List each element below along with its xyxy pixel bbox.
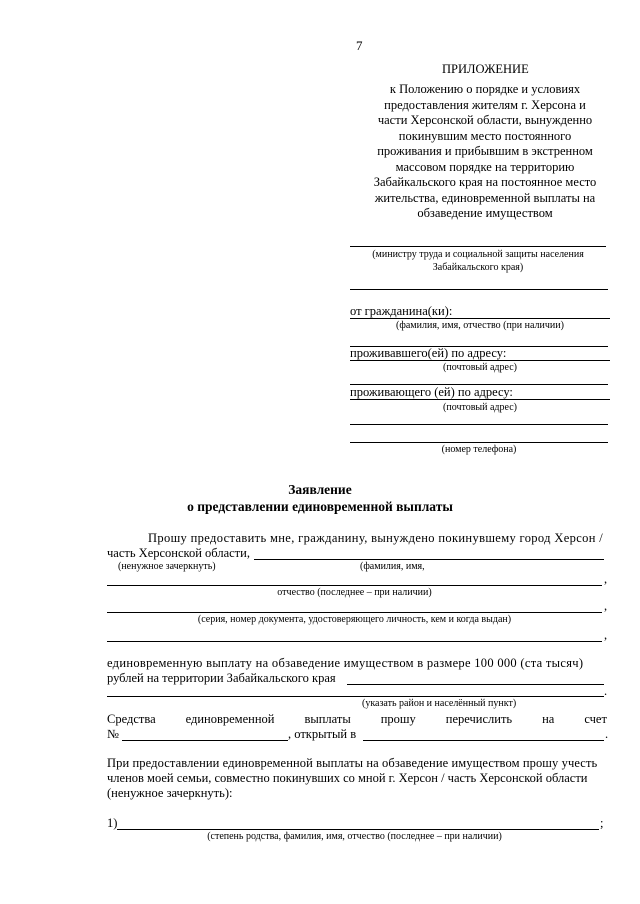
semicolon: ; — [600, 816, 604, 830]
appendix-line: проживания и прибывшим в экстренном — [377, 144, 593, 158]
resided-line[interactable] — [350, 360, 610, 361]
residing-label: проживающего (ей) по адресу: — [350, 385, 513, 399]
account-field-line[interactable] — [122, 740, 288, 741]
family-line-2: членов моей семьи, совместно покинувших со мной г. Херсон / часть Херсонской области — [107, 771, 588, 785]
document-field-line[interactable] — [107, 612, 602, 613]
document-subtitle: о представлении единовременной выплаты — [187, 499, 453, 514]
comma: , — [604, 572, 608, 586]
patronymic-caption: отчество (последнее – при наличии) — [277, 587, 432, 598]
family-line-3: (ненужное зачеркнуть): — [107, 786, 233, 800]
period: . — [605, 727, 609, 741]
phone-line[interactable] — [350, 442, 608, 443]
resided-label: проживавшего(ей) по адресу: — [350, 346, 507, 360]
transfer-word: перечислить — [445, 712, 513, 726]
from-caption: (фамилия, имя, отчество (при наличии) — [396, 320, 564, 331]
bank-field-line[interactable] — [363, 740, 604, 741]
request-line — [148, 531, 610, 547]
name-caption: (фамилия, имя, — [360, 561, 425, 572]
appendix-line: жительства, единовременной выплаты на — [374, 190, 596, 205]
appendix-line: массовом порядке на территорию — [395, 159, 575, 174]
from-line[interactable] — [350, 318, 610, 319]
number-sign: № — [107, 727, 119, 741]
kinship-caption: (степень родства, фамилия, имя, отчество (последнее – при наличии) — [207, 831, 502, 842]
request-line-2: часть Херсонской области, — [107, 546, 250, 560]
addressee-caption: Забайкальского края) — [432, 262, 524, 273]
addressee-line[interactable] — [350, 246, 606, 247]
from-label: от гражданина(ки): — [350, 304, 453, 318]
transfer-word: выплаты — [304, 712, 351, 726]
addressee-line[interactable] — [350, 289, 608, 290]
appendix-line: обзаведение имуществом — [417, 206, 553, 220]
payment-line-2: рублей на территории Забайкальского края — [107, 671, 336, 685]
transfer-line — [107, 712, 607, 728]
resided-caption: (почтовый адрес) — [443, 362, 517, 373]
district-caption: (указать район и населённый пункт) — [362, 698, 517, 709]
opened-in-label: , открытый в — [288, 727, 357, 741]
transfer-word: единовременной — [185, 712, 275, 726]
residing-line[interactable] — [350, 424, 608, 425]
transfer-word: Средства — [107, 712, 156, 726]
comma: , — [604, 599, 608, 613]
residing-caption: (почтовый адрес) — [443, 402, 517, 413]
family-member-field-line[interactable] — [117, 829, 599, 830]
transfer-word: на — [542, 712, 555, 726]
territory-field-line-2[interactable] — [107, 696, 604, 697]
family-line-1: При предоставлении единовременной выплаты на обзаведение имуществом прошу учесть — [107, 756, 598, 770]
comma: , — [604, 628, 608, 642]
appendix-line: Забайкальского края на постоянное место — [373, 175, 597, 189]
residing-line[interactable] — [350, 399, 610, 400]
phone-caption: (номер телефона) — [441, 444, 517, 455]
document-title: Заявление — [288, 482, 352, 497]
patronymic-field-line[interactable] — [107, 585, 602, 586]
period: . — [604, 684, 608, 698]
appendix-text — [360, 82, 610, 222]
appendix-line: покинувшим место постоянного — [398, 128, 572, 143]
name-field-line[interactable] — [254, 559, 604, 560]
transfer-word: прошу — [380, 712, 416, 726]
page-number: 7 — [356, 38, 363, 53]
appendix-line: к Положению о порядке и условиях — [389, 82, 581, 96]
family-item-number: 1) — [107, 816, 118, 830]
appendix-line: предоставления жителям г. Херсона и — [384, 97, 586, 112]
document-caption: (серия, номер документа, удостоверяющего личность, кем и когда выдан) — [197, 614, 512, 625]
request-text: Прошу предоставить мне, гражданину, вынуждено покинувшему город Херсон / — [148, 531, 604, 545]
payment-line-1: единовременную выплату на обзаведение имуществом в размере 100 000 (ста тысяч) — [107, 656, 584, 670]
transfer-word: счет — [584, 712, 607, 726]
extra-field-line[interactable] — [107, 641, 602, 642]
appendix-line: части Херсонской области, вынужденно — [377, 113, 593, 127]
addressee-caption: (министру труда и социальной защиты населения — [372, 249, 584, 260]
appendix-heading: ПРИЛОЖЕНИЕ — [442, 62, 529, 76]
territory-field-line[interactable] — [347, 684, 604, 685]
strike-caption: (ненужное зачеркнуть) — [118, 561, 216, 572]
